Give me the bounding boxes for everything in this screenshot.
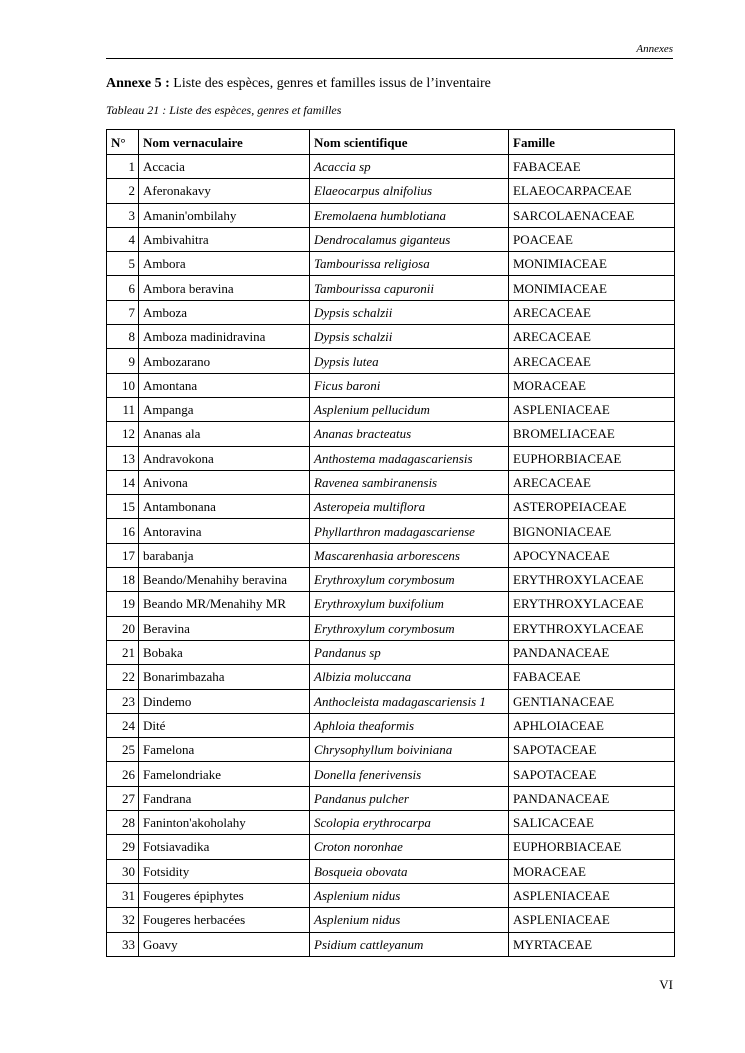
scientific-name: Aphloia theaformis [310,713,509,737]
family-name: SAPOTACEAE [509,762,675,786]
scientific-name: Bosqueia obovata [310,859,509,883]
family-name: ASPLENIACEAE [509,883,675,907]
scientific-name: Dypsis schalzii [310,325,509,349]
row-number: 1 [107,155,139,179]
vernacular-name: Goavy [139,932,310,956]
scientific-name: Albizia moluccana [310,665,509,689]
species-table-body [107,155,675,957]
table-row [107,252,675,276]
vernacular-name: Faninton'akoholahy [139,811,310,835]
row-number: 2 [107,179,139,203]
table-row [107,446,675,470]
row-number: 26 [107,762,139,786]
family-name: BROMELIACEAE [509,422,675,446]
scientific-name: Dendrocalamus giganteus [310,227,509,251]
row-number: 11 [107,397,139,421]
table-row [107,543,675,567]
scientific-name: Acaccia sp [310,155,509,179]
table-row [107,786,675,810]
row-number: 31 [107,883,139,907]
vernacular-name: Ambozarano [139,349,310,373]
family-name: APHLOIACEAE [509,713,675,737]
row-number: 6 [107,276,139,300]
row-number: 27 [107,786,139,810]
row-number: 22 [107,665,139,689]
row-number: 14 [107,470,139,494]
vernacular-name: Anivona [139,470,310,494]
row-number: 15 [107,495,139,519]
family-name: PANDANACEAE [509,640,675,664]
row-number: 19 [107,592,139,616]
scientific-name: Erythroxylum corymbosum [310,568,509,592]
table-row [107,422,675,446]
family-name: PANDANACEAE [509,786,675,810]
scientific-name: Tambourissa capuronii [310,276,509,300]
table-row [107,397,675,421]
table-row [107,325,675,349]
page-number: VI [659,977,673,992]
scientific-name: Anthostema madagascariensis [310,446,509,470]
scientific-name: Ficus baroni [310,373,509,397]
family-name: POACEAE [509,227,675,251]
table-row [107,203,675,227]
table-row [107,689,675,713]
row-number: 24 [107,713,139,737]
scientific-name: Ravenea sambiranensis [310,470,509,494]
scientific-name: Pandanus pulcher [310,786,509,810]
vernacular-name: Ambivahitra [139,227,310,251]
running-header: Annexes [636,43,673,55]
table-row [107,276,675,300]
scientific-name: Eremolaena humblotiana [310,203,509,227]
family-name: EUPHORBIACEAE [509,446,675,470]
annex-title [106,75,491,93]
family-name: MONIMIACEAE [509,276,675,300]
scientific-name: Asplenium nidus [310,908,509,932]
scientific-name: Donella fenerivensis [310,762,509,786]
row-number: 10 [107,373,139,397]
family-name: FABACEAE [509,155,675,179]
vernacular-name: Amanin'ombilahy [139,203,310,227]
scientific-name: Croton noronhae [310,835,509,859]
scientific-name: Pandanus sp [310,640,509,664]
vernacular-name: Famelona [139,738,310,762]
table-row [107,227,675,251]
vernacular-name: Dindemo [139,689,310,713]
vernacular-name: Fougeres épiphytes [139,883,310,907]
table-row [107,495,675,519]
scientific-name: Asplenium pellucidum [310,397,509,421]
family-name: SAPOTACEAE [509,738,675,762]
row-number: 28 [107,811,139,835]
vernacular-name: Ampanga [139,397,310,421]
vernacular-name: Antoravina [139,519,310,543]
family-name: ERYTHROXYLACEAE [509,568,675,592]
row-number: 13 [107,446,139,470]
row-number: 32 [107,908,139,932]
row-number: 8 [107,325,139,349]
family-name: MONIMIACEAE [509,252,675,276]
scientific-name: Asteropeia multiflora [310,495,509,519]
scientific-name: Erythroxylum corymbosum [310,616,509,640]
table-row [107,932,675,956]
family-name: ARECACEAE [509,325,675,349]
annex-title-text: Liste des espèces, genres et familles issus de l’inventaire [173,76,491,91]
row-number: 7 [107,300,139,324]
scientific-name: Tambourissa religiosa [310,252,509,276]
table-row [107,738,675,762]
row-number: 29 [107,835,139,859]
family-name: GENTIANACEAE [509,689,675,713]
vernacular-name: Beravina [139,616,310,640]
table-row [107,908,675,932]
table-row [107,373,675,397]
family-name: MYRTACEAE [509,932,675,956]
family-name: ERYTHROXYLACEAE [509,592,675,616]
vernacular-name: Fotsidity [139,859,310,883]
vernacular-name: Ambora [139,252,310,276]
family-name: ARECACEAE [509,349,675,373]
family-name: ERYTHROXYLACEAE [509,616,675,640]
vernacular-name: Beando/Menahihy beravina [139,568,310,592]
vernacular-name: Famelondriake [139,762,310,786]
family-name: ASTEROPEIACEAE [509,495,675,519]
row-number: 23 [107,689,139,713]
vernacular-name: Bonarimbazaha [139,665,310,689]
family-name: EUPHORBIACEAE [509,835,675,859]
family-name: BIGNONIACEAE [509,519,675,543]
family-name: SARCOLAENACEAE [509,203,675,227]
family-name: ASPLENIACEAE [509,397,675,421]
family-name: SALICACEAE [509,811,675,835]
row-number: 5 [107,252,139,276]
family-name: ELAEOCARPACEAE [509,179,675,203]
scientific-name: Dypsis schalzii [310,300,509,324]
table-row [107,155,675,179]
table-row [107,713,675,737]
row-number: 3 [107,203,139,227]
family-name: ARECACEAE [509,300,675,324]
family-name: ASPLENIACEAE [509,908,675,932]
table-row [107,519,675,543]
vernacular-name: Beando MR/Menahihy MR [139,592,310,616]
column-header-scientific: Nom scientifique [310,130,509,155]
table-row [107,883,675,907]
vernacular-name: Fandrana [139,786,310,810]
table-row [107,859,675,883]
row-number: 9 [107,349,139,373]
vernacular-name: Amboza [139,300,310,324]
vernacular-name: Amboza madinidravina [139,325,310,349]
column-header-num: N° [107,130,139,155]
table-row [107,762,675,786]
table-row [107,349,675,373]
row-number: 12 [107,422,139,446]
vernacular-name: Fougeres herbacées [139,908,310,932]
table-caption: Tableau 21 : Liste des espèces, genres et familles [106,103,342,117]
row-number: 21 [107,640,139,664]
family-name: APOCYNACEAE [509,543,675,567]
row-number: 18 [107,568,139,592]
table-row [107,616,675,640]
family-name: MORACEAE [509,373,675,397]
family-name: ARECACEAE [509,470,675,494]
scientific-name: Dypsis lutea [310,349,509,373]
vernacular-name: Ambora beravina [139,276,310,300]
scientific-name: Scolopia erythrocarpa [310,811,509,835]
table-row [107,592,675,616]
vernacular-name: Antambonana [139,495,310,519]
row-number: 33 [107,932,139,956]
vernacular-name: Amontana [139,373,310,397]
vernacular-name: Aferonakavy [139,179,310,203]
scientific-name: Phyllarthron madagascariense [310,519,509,543]
scientific-name: Erythroxylum buxifolium [310,592,509,616]
column-header-vernacular: Nom vernaculaire [139,130,310,155]
scientific-name: Anthocleista madagascariensis 1 [310,689,509,713]
scientific-name: Elaeocarpus alnifolius [310,179,509,203]
row-number: 16 [107,519,139,543]
vernacular-name: Bobaka [139,640,310,664]
table-row [107,835,675,859]
scientific-name: Chrysophyllum boiviniana [310,738,509,762]
header-rule [106,58,673,59]
vernacular-name: barabanja [139,543,310,567]
table-row [107,568,675,592]
vernacular-name: Fotsiavadika [139,835,310,859]
vernacular-name: Dité [139,713,310,737]
vernacular-name: Andravokona [139,446,310,470]
vernacular-name: Ananas ala [139,422,310,446]
row-number: 25 [107,738,139,762]
row-number: 30 [107,859,139,883]
table-row [107,300,675,324]
row-number: 20 [107,616,139,640]
scientific-name: Asplenium nidus [310,883,509,907]
table-row [107,811,675,835]
table-row [107,179,675,203]
family-name: MORACEAE [509,859,675,883]
vernacular-name: Accacia [139,155,310,179]
table-row [107,470,675,494]
species-table [106,129,675,957]
table-header-row [107,130,675,155]
row-number: 4 [107,227,139,251]
annex-label: Annexe 5 : [106,76,170,91]
scientific-name: Ananas bracteatus [310,422,509,446]
table-row [107,665,675,689]
column-header-family: Famille [509,130,675,155]
family-name: FABACEAE [509,665,675,689]
scientific-name: Mascarenhasia arborescens [310,543,509,567]
row-number: 17 [107,543,139,567]
scientific-name: Psidium cattleyanum [310,932,509,956]
table-row [107,640,675,664]
